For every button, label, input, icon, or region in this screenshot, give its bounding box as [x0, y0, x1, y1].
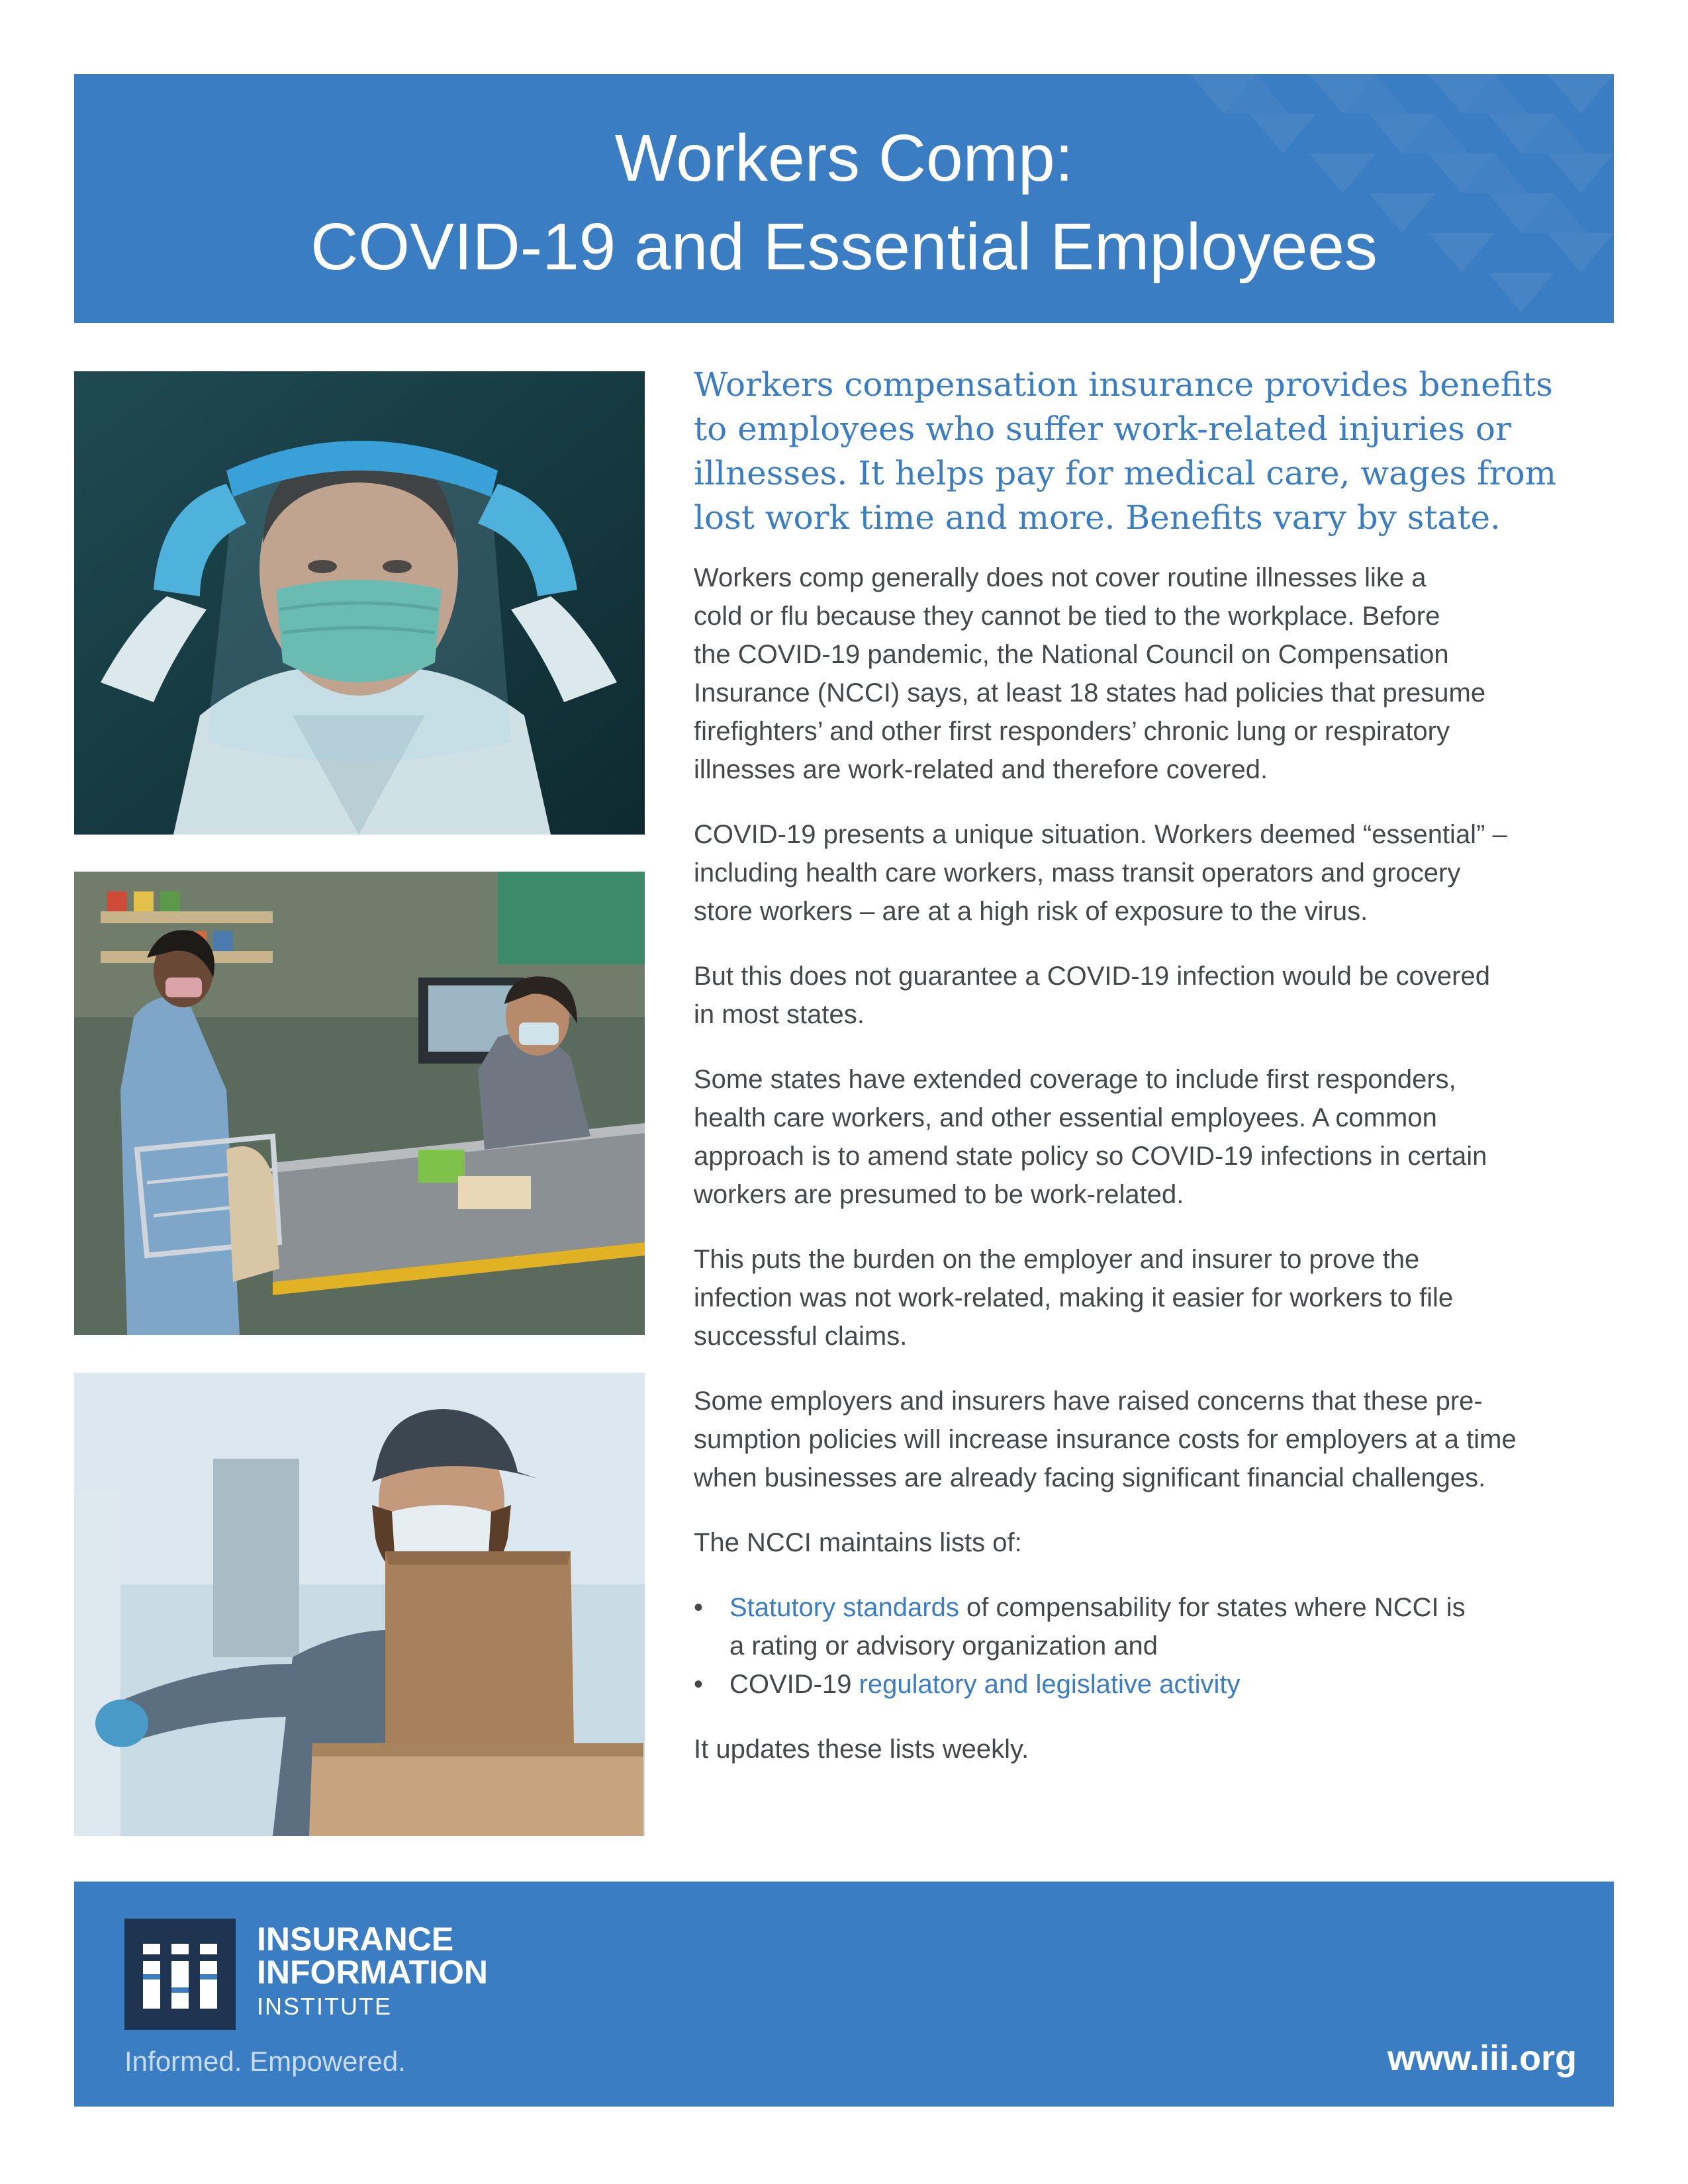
intro-line: to employees who suffer work-related injuries or [694, 410, 1511, 448]
paragraph-concerns [694, 1382, 1614, 1497]
wordmark-line-3: INSTITUTE [257, 1993, 392, 2020]
paragraph-line: sumption policies will increase insurance costs for employers at a time [694, 1425, 1517, 1454]
tagline: Informed. Empowered. [124, 2046, 406, 2077]
delivery-worker-box-photo [74, 1373, 645, 1836]
ncci-list [694, 1588, 1614, 1704]
health-worker-face-shield-photo [74, 371, 645, 835]
website-link[interactable]: www.iii.org [1387, 2038, 1577, 2078]
paragraph-line: workers are presumed to be work-related. [694, 1180, 1184, 1209]
paragraph-line: Insurance (NCCI) says, at least 18 states had policies that presume [694, 678, 1486, 707]
paragraph-line: firefighters’ and other first responders’ chronic lung or respiratory [694, 717, 1450, 746]
paragraph-line: This puts the burden on the employer and insurer to prove the [694, 1245, 1420, 1274]
iii-wordmark [257, 1923, 488, 2021]
health-worker-illustration [74, 371, 645, 835]
footer-banner [74, 1882, 1614, 2107]
paragraph-unique-situation [694, 815, 1614, 931]
paragraph-line: illnesses are work-related and therefore covered. [694, 755, 1268, 784]
intro-line: lost work time and more. Benefits vary by state. [694, 498, 1501, 537]
paragraph-line: Some states have extended coverage to include first responders, [694, 1065, 1456, 1094]
statutory-standards-link[interactable]: Statutory standards [729, 1593, 959, 1622]
paragraph-line: store workers – are at a high risk of exposure to the virus. [694, 897, 1368, 926]
closing-paragraph: It updates these lists weekly. [694, 1735, 1029, 1764]
intro-line: Workers compensation insurance provides benefits [694, 365, 1553, 404]
paragraph-line: Workers comp generally does not cover routine illnesses like a [694, 563, 1427, 592]
page-title [74, 114, 1614, 291]
paragraph-line: infection was not work-related, making it easier for workers to file [694, 1283, 1454, 1312]
paragraph-ncci-lists [694, 1524, 1614, 1562]
regulatory-legislative-activity-link[interactable]: regulatory and legislative activity [859, 1670, 1241, 1699]
iii-logo-icon [124, 1919, 236, 2030]
wordmark-line-1: INSURANCE [257, 1921, 454, 1958]
bullet-icon: • [694, 1670, 704, 1699]
paragraph-line: health care workers, and other essential employees. A common [694, 1103, 1437, 1132]
intro-paragraph [694, 363, 1614, 540]
paragraph-line: Some employers and insurers have raised concerns that these pre- [694, 1387, 1483, 1416]
article-body [694, 363, 1614, 1795]
list-item-line [729, 1588, 1614, 1627]
paragraph-line: COVID-19 presents a unique situation. Workers deemed “essential” – [694, 820, 1507, 849]
bullet-icon: • [694, 1593, 704, 1622]
title-banner [74, 74, 1614, 323]
paragraph-no-guarantee [694, 957, 1614, 1034]
list-item-line: a rating or advisory organization and [729, 1631, 1158, 1661]
list-item [694, 1588, 1614, 1665]
paragraph-line: including health care workers, mass transit operators and grocery [694, 858, 1461, 887]
page-title-line-1: Workers Comp: [614, 121, 1074, 195]
paragraph-line: approach is to amend state policy so COVID-19 infections in certain [694, 1142, 1487, 1171]
list-item-text: of compensability for states where NCCI is [959, 1593, 1466, 1622]
paragraph-burden [694, 1240, 1614, 1355]
paragraph-line: But this does not guarantee a COVID-19 infection would be covered [694, 962, 1490, 991]
grocery-checkout-illustration [74, 872, 645, 1335]
list-item-line [729, 1665, 1614, 1704]
paragraph-line: the COVID-19 pandemic, the National Council on Compensation [694, 640, 1449, 669]
intro-line: illnesses. It helps pay for medical care, wages from [694, 454, 1557, 492]
page-title-line-2: COVID-19 and Essential Employees [310, 210, 1378, 284]
paragraph-line: cold or flu because they cannot be tied to the workplace. Before [694, 602, 1440, 631]
paragraph-extended-coverage [694, 1060, 1614, 1214]
paragraph-line: when businesses are already facing significant financial challenges. [694, 1463, 1486, 1492]
paragraph-line: in most states. [694, 1000, 865, 1029]
paragraph-line: The NCCI maintains lists of: [694, 1528, 1022, 1557]
list-item-text: COVID-19 [729, 1670, 859, 1699]
grocery-checkout-photo [74, 872, 645, 1335]
wordmark-line-2: INFORMATION [257, 1954, 489, 1991]
delivery-worker-illustration [74, 1373, 645, 1836]
list-item [694, 1665, 1614, 1704]
paragraph-coverage-background [694, 559, 1614, 789]
paragraph-line: successful claims. [694, 1322, 908, 1351]
